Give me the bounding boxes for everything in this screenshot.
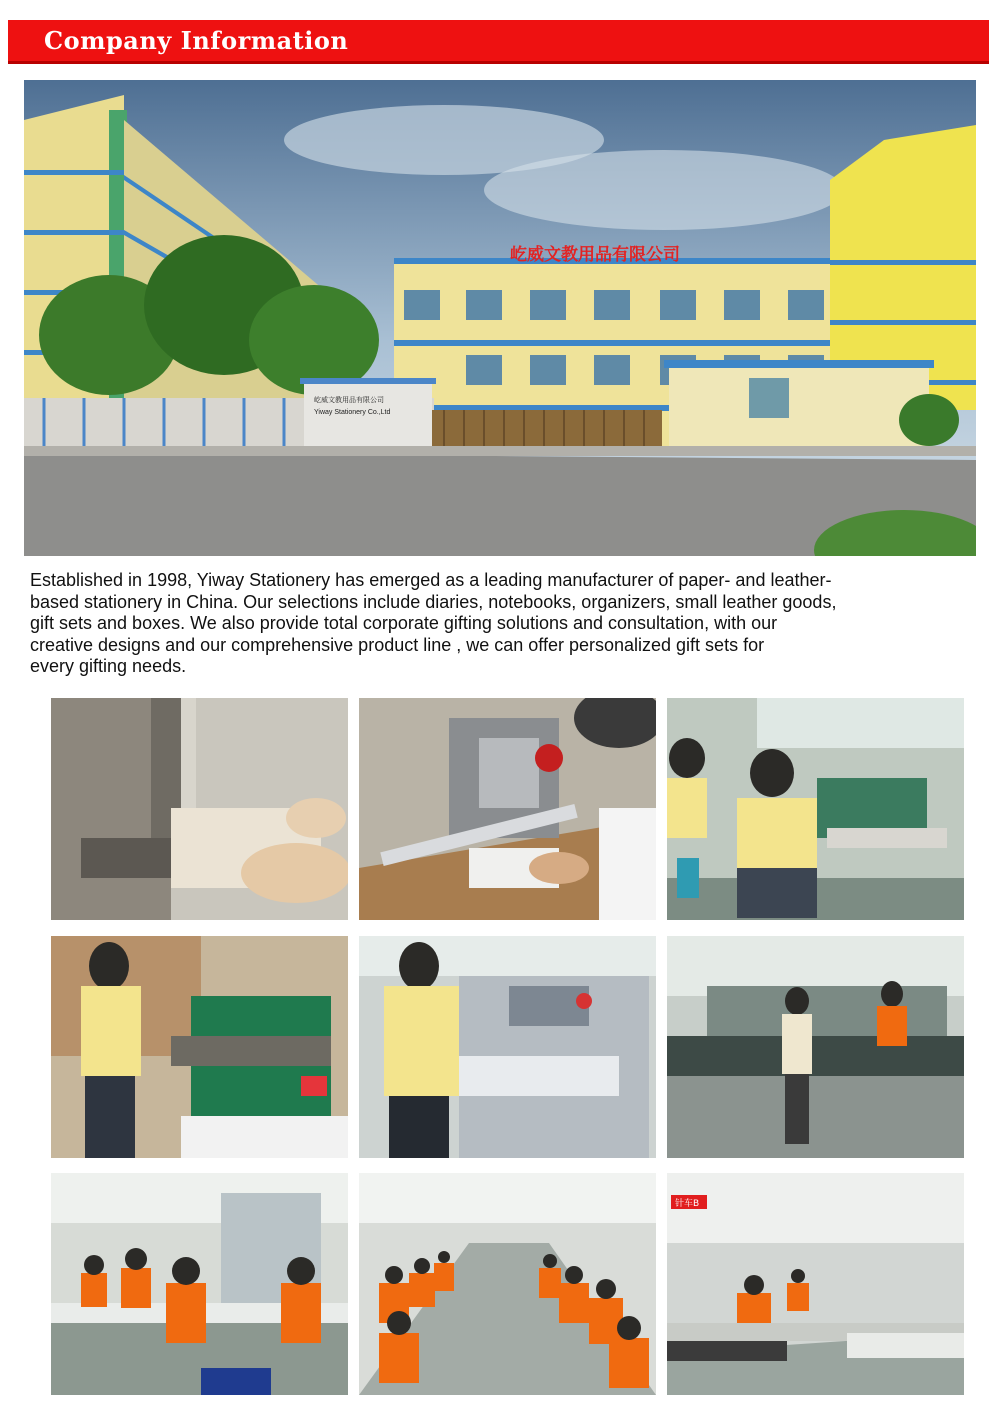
- photo-sewing-workshop: [667, 1173, 964, 1395]
- photo-leather-table: [667, 936, 964, 1158]
- description-line: creative designs and our comprehensive product line , we can offer personalized gift sets for: [30, 634, 765, 655]
- photo-drilling-machine: [359, 698, 656, 920]
- photo-embossing-machine: [51, 936, 348, 1158]
- description-line: gift sets and boxes. We also provide total corporate gifting solutions and consultation, with our: [30, 613, 778, 633]
- factory-photo: [24, 80, 976, 556]
- description-line: Established in 1998, Yiway Stationery has emerged as a leading manufacturer of paper- and leather-: [30, 570, 832, 590]
- photo-assembly-line-1: [51, 1173, 348, 1395]
- section-header: [8, 20, 989, 64]
- roof-sign: 屹威文教用品有限公司: [510, 245, 680, 265]
- description-line: every gifting needs.: [30, 656, 187, 676]
- description-line: based stationery in China. Our selections include diaries, notebooks, organizers, small leather goods,: [30, 591, 837, 612]
- photo-paper-cutter: [359, 936, 656, 1158]
- photo-assembly-line-2: [359, 1173, 656, 1395]
- photo-cutting-workers: [667, 698, 964, 920]
- photo-press-machine: [51, 698, 348, 920]
- workshop-sign: 针车B: [675, 1199, 700, 1209]
- gate-sign-cn: 屹威文教用品有限公司: [314, 396, 384, 404]
- section-title: Company Information: [44, 26, 349, 55]
- gate-sign-en: Yiway Stationery Co.,Ltd: [314, 409, 391, 416]
- company-description: [30, 570, 990, 678]
